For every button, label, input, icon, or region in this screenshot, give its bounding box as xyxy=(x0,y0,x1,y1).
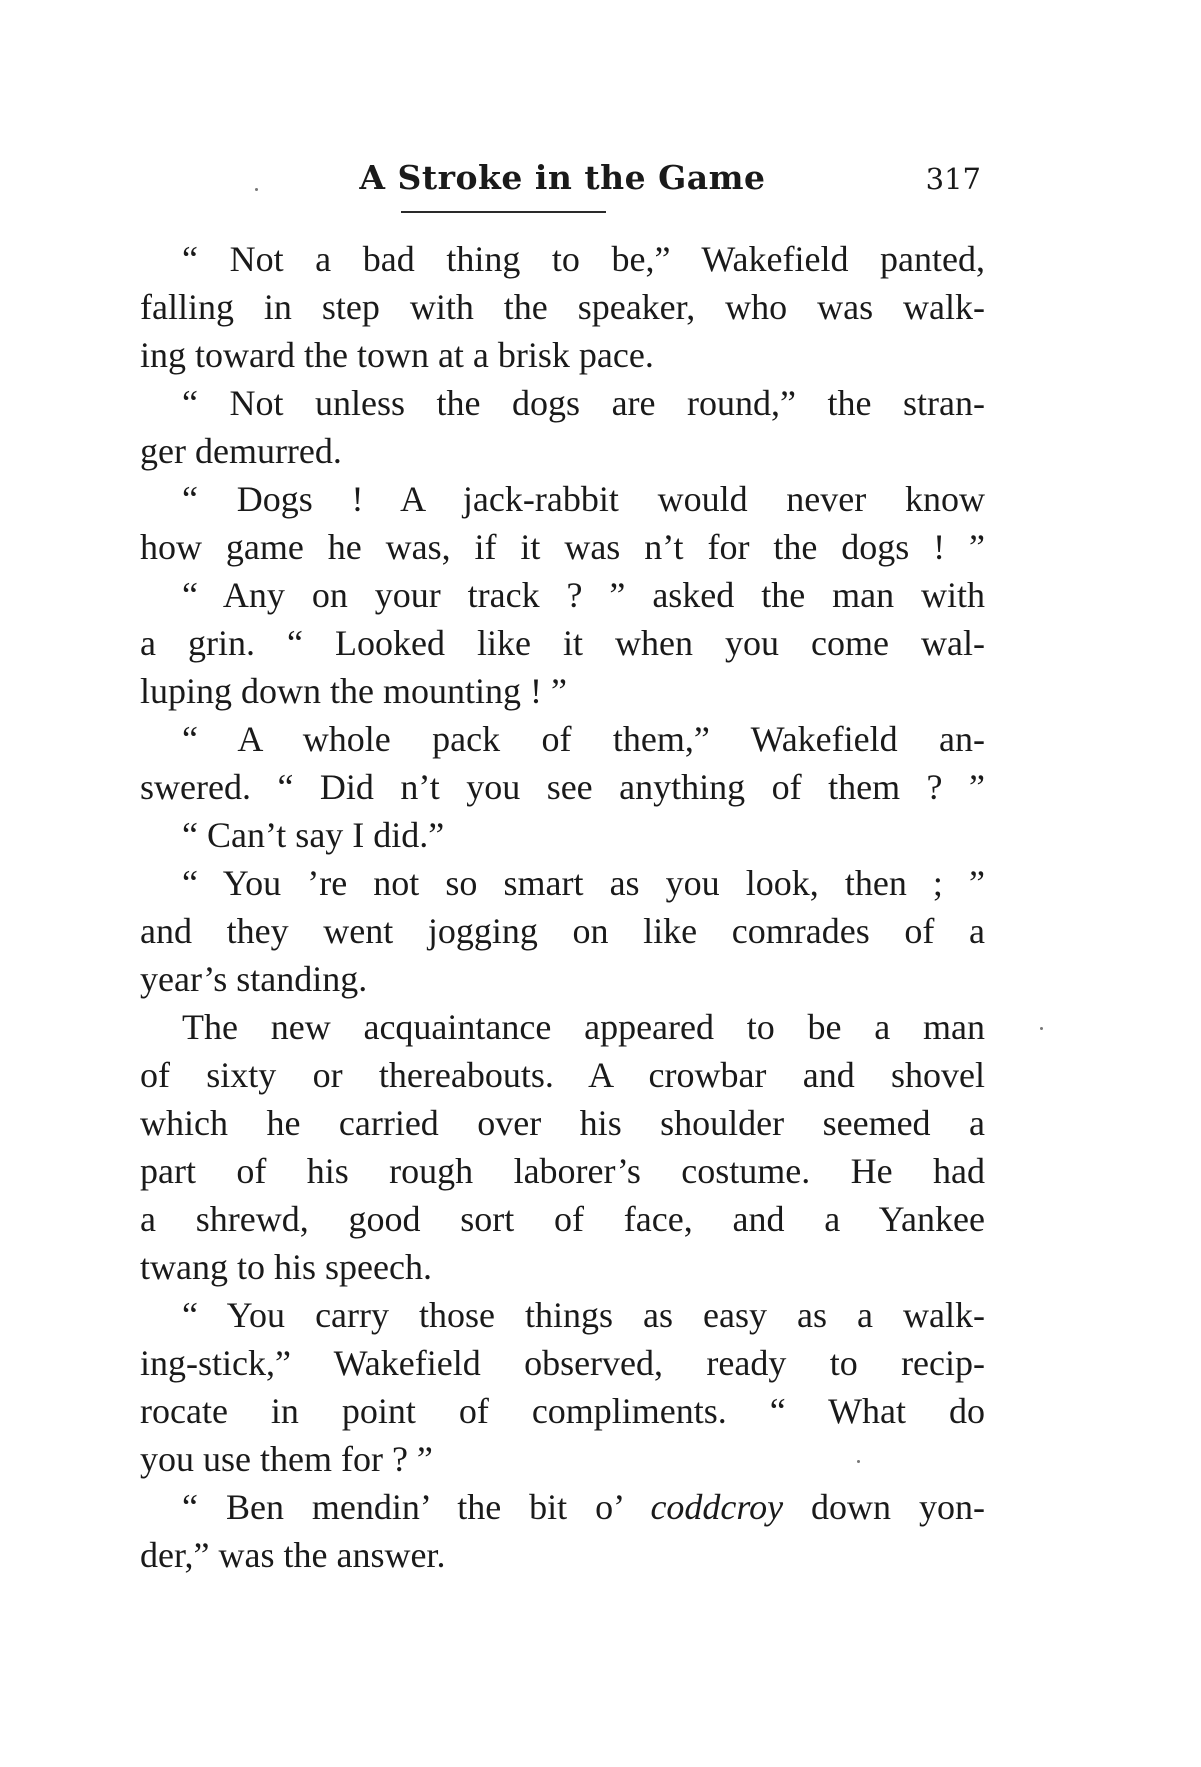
page-number: 317 xyxy=(925,162,981,196)
text-line: of sixty or thereabouts. A crowbar and shovel xyxy=(140,1055,985,1095)
text-line: “ A whole pack of them,” Wakefield an- xyxy=(182,719,985,759)
text-line: “ You ’re not so smart as you look, then ; ” xyxy=(182,863,985,903)
text-line: a grin. “ Looked like it when you come wal- xyxy=(140,623,985,663)
text-line: luping down the mounting ! ” xyxy=(140,671,567,711)
print-speck xyxy=(857,1460,860,1463)
text-line: “ Not a bad thing to be,” Wakefield panted, xyxy=(182,239,985,279)
body-text xyxy=(140,235,985,1579)
text-line: twang to his speech. xyxy=(140,1247,432,1287)
text-line: and they went jogging on like comrades of a xyxy=(140,911,985,951)
text-line: falling in step with the speaker, who was walk- xyxy=(140,287,985,327)
text-line: part of his rough laborer’s costume. He had xyxy=(140,1151,985,1191)
print-speck xyxy=(255,188,258,191)
text-line xyxy=(140,1483,985,1531)
text-line: The new acquaintance appeared to be a man xyxy=(182,1007,985,1047)
text-run: “ Ben mendin’ the bit o’ xyxy=(182,1487,651,1527)
header-rule xyxy=(401,211,606,213)
text-line: a shrewd, good sort of face, and a Yankee xyxy=(140,1199,985,1239)
text-line: “ You carry those things as easy as a walk- xyxy=(182,1295,985,1335)
print-speck xyxy=(1040,1027,1043,1030)
text-line: you use them for ? ” xyxy=(140,1439,433,1479)
text-line: ing toward the town at a brisk pace. xyxy=(140,335,654,375)
italic-word: coddcroy xyxy=(650,1487,784,1527)
text-line: swered. “ Did n’t you see anything of them ? ” xyxy=(140,767,985,807)
text-run: down yon- xyxy=(783,1487,985,1527)
text-line: “ Dogs ! A jack-rabbit would never know xyxy=(182,479,985,519)
text-line: “ Any on your track ? ” asked the man with xyxy=(182,575,985,615)
text-line: der,” was the answer. xyxy=(140,1535,446,1575)
text-line: how game he was, if it was n’t for the dogs ! ” xyxy=(140,527,985,567)
text-line: “ Can’t say I did.” xyxy=(182,815,445,855)
page-header xyxy=(140,152,985,212)
text-line: ing-stick,” Wakefield observed, ready to recip- xyxy=(140,1343,985,1383)
text-line: “ Not unless the dogs are round,” the stran- xyxy=(182,383,985,423)
text-line: year’s standing. xyxy=(140,959,368,999)
text-line: rocate in point of compliments. “ What do xyxy=(140,1391,985,1431)
running-title: A Stroke in the Game xyxy=(359,158,766,197)
text-line: ger demurred. xyxy=(140,431,342,471)
text-line: which he carried over his shoulder seemed a xyxy=(140,1103,985,1143)
